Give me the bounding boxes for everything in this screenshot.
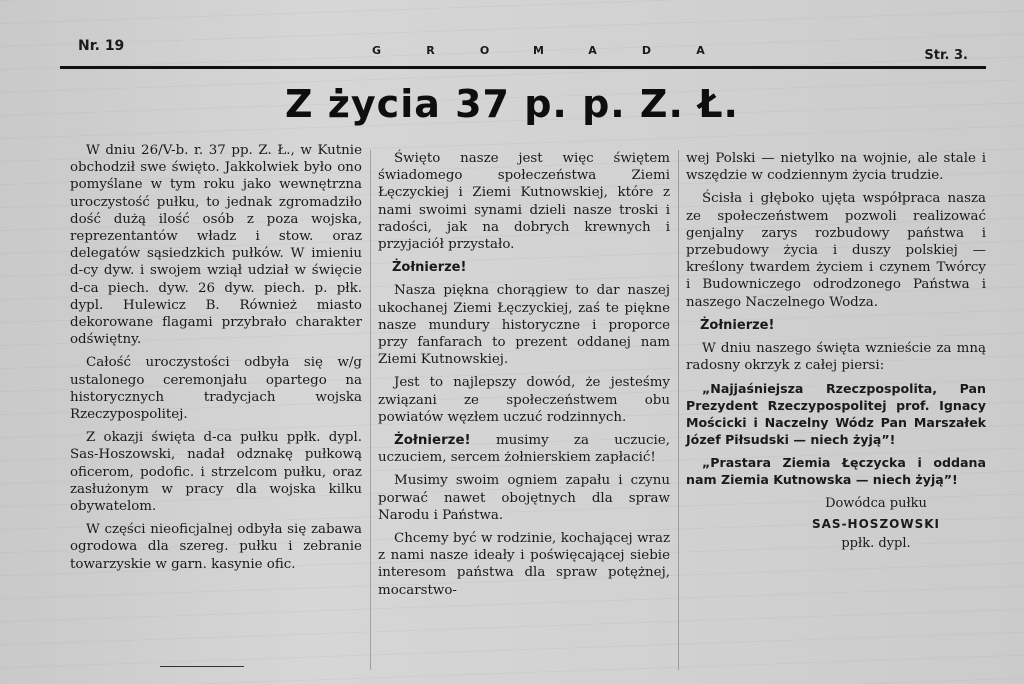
toast-quote: „Prastara Ziemia Łęczycka i oddana nam Ziemia Kutnowska — niech żyją”! [686, 455, 986, 488]
masthead-title [350, 44, 728, 57]
section-heading: Żołnierze! [392, 260, 467, 276]
paragraph-text: musimy za uczucie, uczuciem, sercem żołnierskiem zapłacić! [378, 433, 670, 466]
masthead-letter: D [641, 44, 653, 57]
masthead-letter: O [479, 44, 491, 57]
masthead-letter: M [533, 44, 545, 57]
paragraph: Ścisła i głęboko ujęta współpraca nasza ze społeczeństwem pozwoli realizować genjalny zarys rozbudowy państwa i przebudowy życia i duszy polskiej — kreślony twardem życiem i czynem Twórcy i Budowniczego odrodzonego Państwa i naszego Naczelnego Wodza. [686, 191, 986, 310]
inline-heading: Żołnierze! [394, 433, 471, 449]
paragraph: Z okazji święta d-ca pułku ppłk. dypl. Sas-Hoszowski, nadał odznakę pułkową oficerom, podofic. i strzelcom pułku, oraz zasłużonym w pracy dla wojska kilku obywatelom. [70, 430, 362, 515]
section-heading: Żołnierze! [700, 317, 775, 333]
page-header [60, 36, 986, 68]
header-rule [60, 66, 986, 69]
signature-title: Dowódca pułku [825, 496, 927, 512]
signature-rank: ppłk. dypl. [841, 536, 911, 552]
masthead-letter: A [696, 44, 706, 57]
paragraph: W dniu naszego święta wznieście za mną radosny okrzyk z całej piersi: [686, 341, 986, 374]
masthead-letter: A [588, 44, 598, 57]
paragraph: Nasza piękna chorągiew to dar naszej ukochanej Ziemi Łęczyckiej, zaś te piękne nasze mundury historyczne i proporce przy fanfarach to prezent oddanej nam Ziemi Kutnowskiej. [378, 283, 670, 368]
article-column-2 [378, 150, 670, 605]
signature-name: SAS-HOSZOWSKI [812, 517, 940, 532]
column-divider [370, 150, 371, 670]
article-column-1 [70, 142, 362, 579]
paragraph: Musimy swoim ogniem zapału i czynu porwać nawet obojętnych dla spraw Narodu i Państwa. [378, 473, 670, 523]
masthead-letter: R [426, 44, 436, 57]
masthead-letter: G [371, 44, 383, 57]
paragraph: Święto nasze jest więc świętem świadomego społeczeństwa Ziemi Łęczyckiej i Ziemi Kutnowskiej, które z nami swoimi synami dzieli nasze troski i radości, jak na dobrych krewnych i przyjaciół przystało. [378, 151, 670, 253]
column-divider [678, 150, 679, 670]
toast-quote: „Najjaśniejsza Rzeczpospolita, Pan Prezydent Rzeczypospolitej prof. Ignacy Mościcki i Naczelny Wódz Pan Marszałek Józef Piłsudski — niech żyją”! [686, 381, 986, 448]
end-rule [160, 666, 244, 667]
paragraph: Chcemy być w rodzinie, kochającej wraz z nami nasze ideały i poświęcającej siebie interesom państwa dla spraw potężnej, mocarstwo- [378, 531, 670, 598]
paragraph: Całość uroczystości odbyła się w/g ustalonego ceremonjału opartego na historycznych tradycjach wojska Rzeczypospolitej. [70, 355, 362, 423]
paragraph [378, 432, 670, 466]
issue-number: Nr. 19 [78, 38, 125, 54]
paragraph: W części nieoficjalnej odbyła się zabawa ogrodowa dla szereg. pułku i zebranie towarzyskie w garn. kasynie ofic. [70, 522, 362, 572]
article-headline: Z życia 37 p. p. Z. Ł. [285, 82, 739, 126]
paragraph: W dniu 26/V-b. r. 37 pp. Z. Ł., w Kutnie obchodził swe święto. Jakkolwiek było ono pomyślane w tym roku jako wewnętrzna uroczystość pułku, to jednak zgromadziło dość dużą ilość osób z poza wojska, reprezentantów władz i stow. oraz delegatów sąsiedzkich pułków. W imieniu d-cy dyw. i swojem wziął udział w święcie d-ca piech. dyw. 26 dyw. piech. p. płk. dypl. Hulewicz B. Również miasto dekorowane flagami przybrało charakter odświętny. [70, 143, 362, 348]
article-column-3 [686, 150, 986, 554]
paragraph: Jest to najlepszy dowód, że jesteśmy związani ze społeczeństwem obu powiatów węzłem uczuć rodzinnych. [378, 375, 670, 425]
signature-block [766, 494, 986, 554]
page-number: Str. 3. [924, 48, 968, 63]
paragraph: wej Polski — nietylko na wojnie, ale stale i wszędzie w codziennym życia trudzie. [686, 151, 986, 184]
